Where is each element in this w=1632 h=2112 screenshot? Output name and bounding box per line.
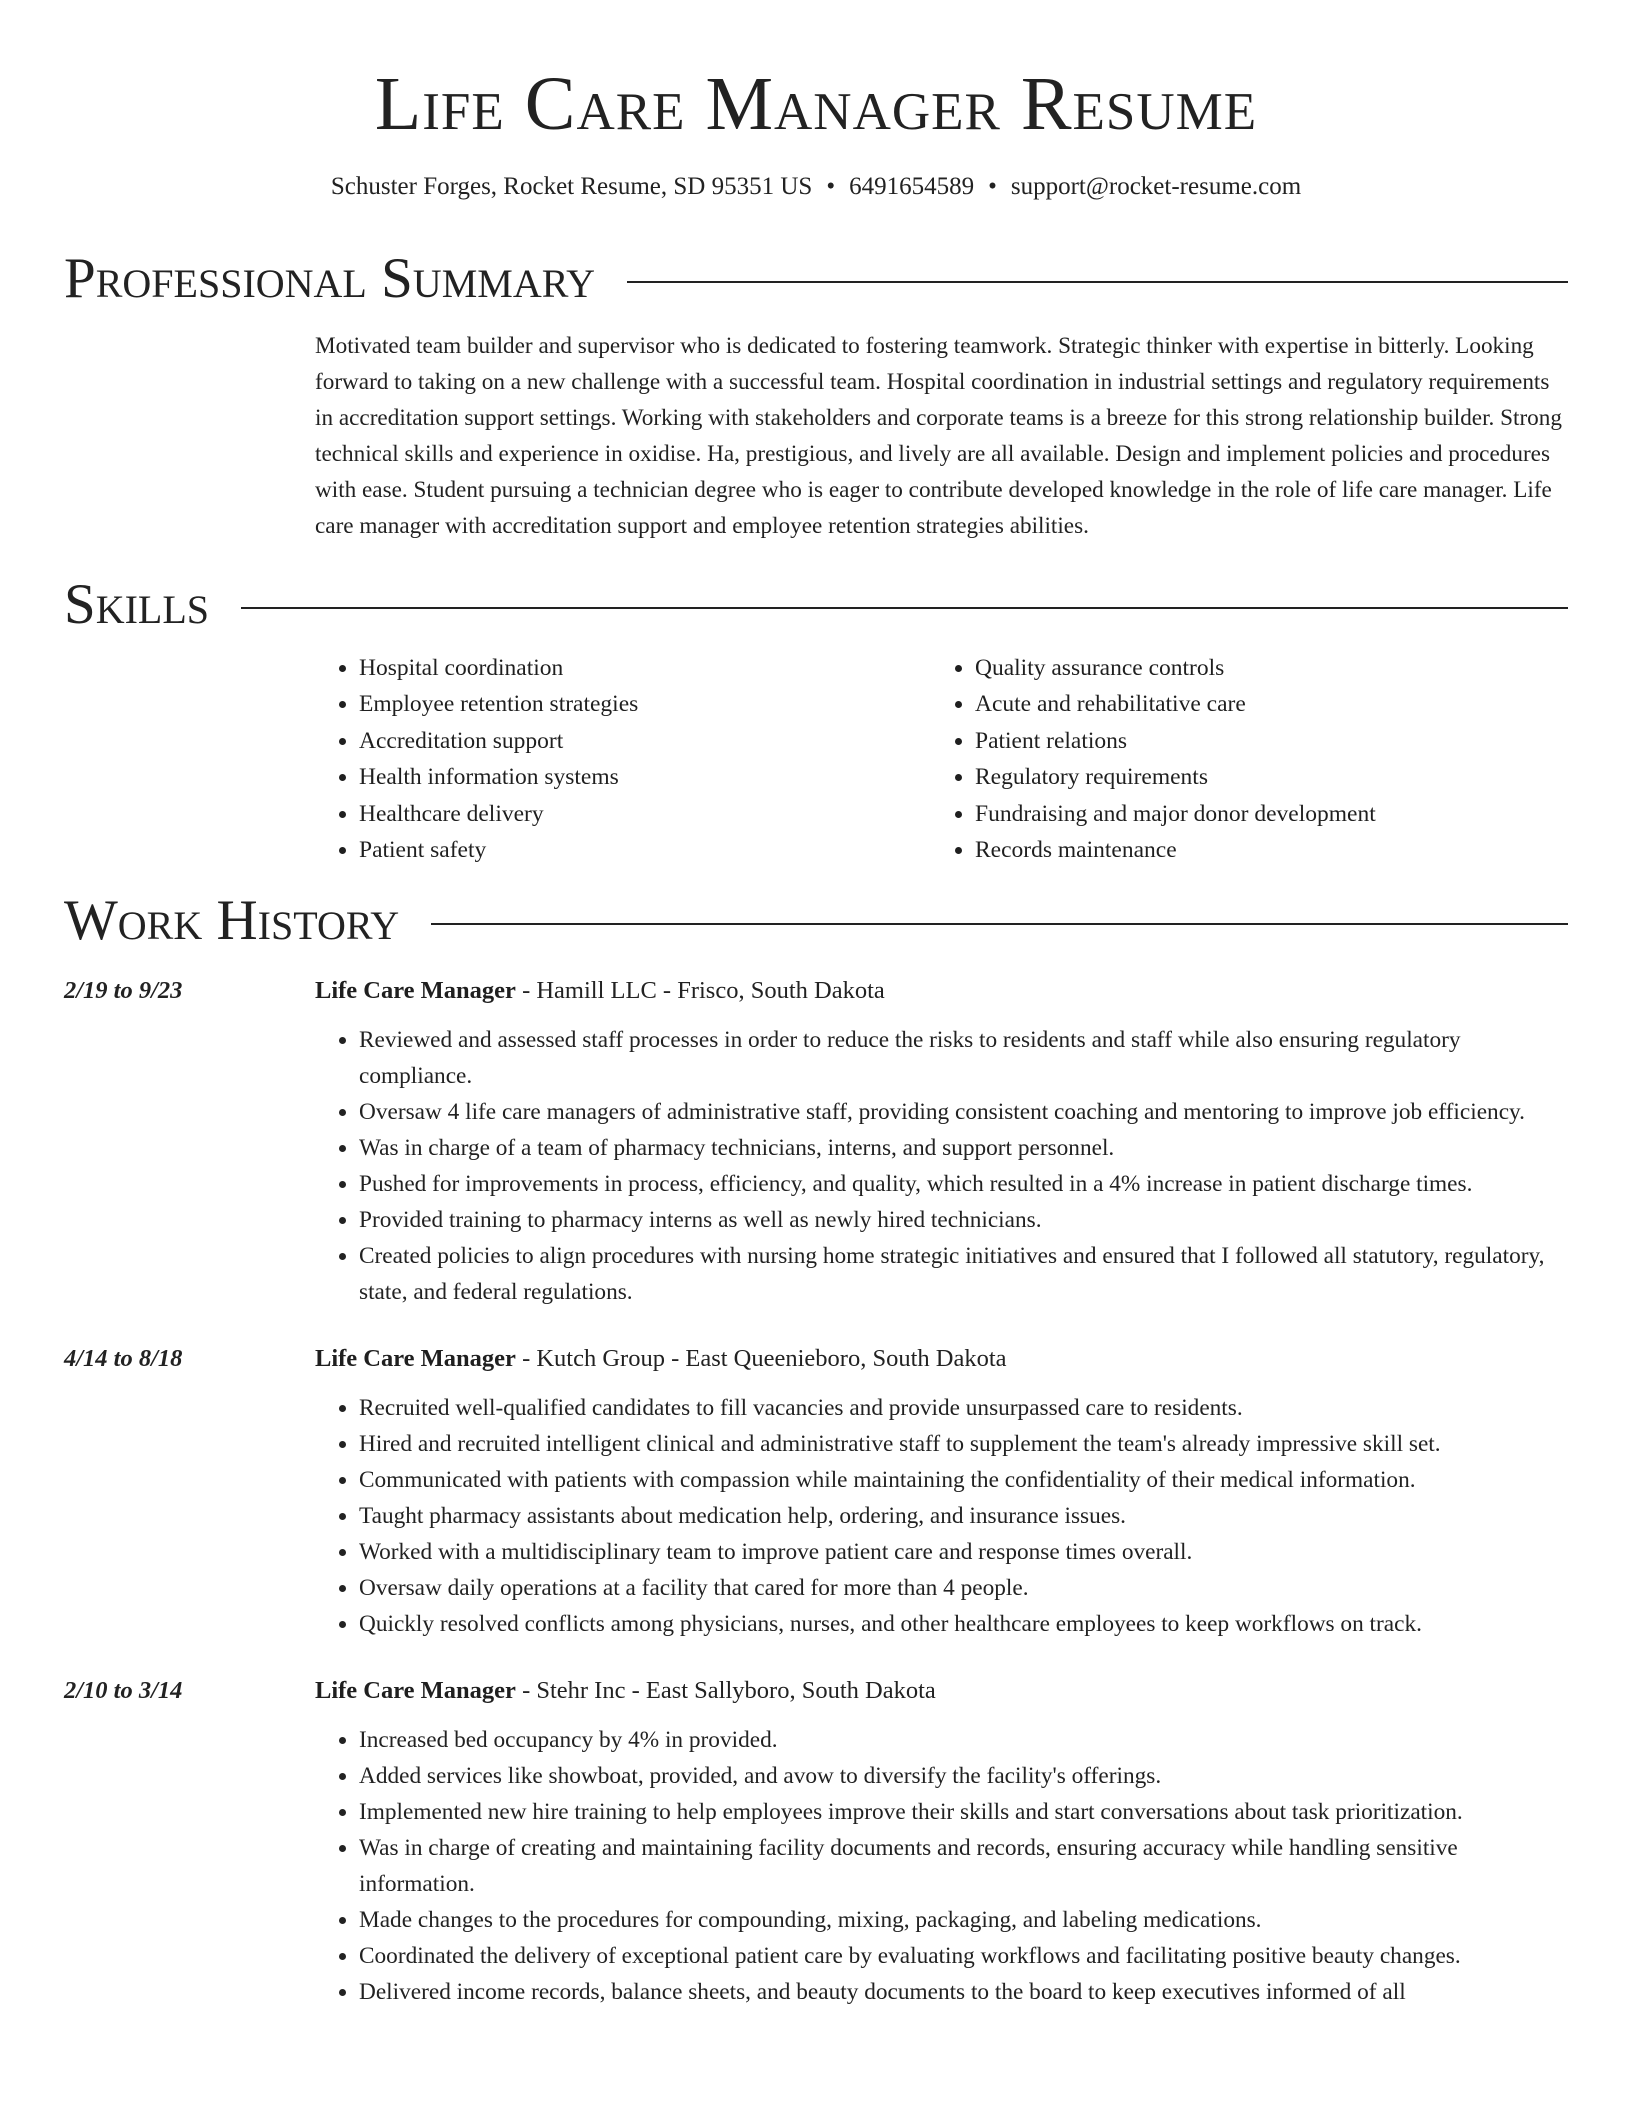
job-employer: - Hamill LLC - Frisco, South Dakota: [515, 977, 885, 1005]
contact-separator: •: [826, 173, 836, 200]
job-duty: • Created policies to align procedures with nursing home strategic initiatives and ensured that I followed all statutory, regulatory, state, and federal regulations.: [359, 1238, 1568, 1310]
contact-email[interactable]: support@rocket-resume.com: [1010, 173, 1302, 200]
section-header-skills: [64, 574, 1568, 636]
job-employer: - Kutch Group - East Queenieboro, South Dakota: [515, 1345, 1007, 1373]
job-dates: 2/19 to 9/23: [64, 977, 183, 1005]
job-duty: • Was in charge of a team of pharmacy technicians, interns, and support personnel.: [359, 1130, 1568, 1166]
job-duties: [315, 1022, 1568, 1310]
job-entry: [64, 974, 1568, 1310]
job-employer: - Stehr Inc - East Sallyboro, South Dakota: [515, 1677, 936, 1705]
section-divider: [241, 607, 1568, 609]
work-history-heading: Work History: [64, 889, 400, 953]
job-dates: 4/14 to 8/18: [64, 1345, 183, 1373]
job-duty: • Communicated with patients with compassion while maintaining the confidentiality of their medical information.: [359, 1462, 1568, 1498]
contact-line: [64, 170, 1568, 204]
job-duty: • Made changes to the procedures for compounding, mixing, packaging, and labeling medications.: [359, 1902, 1568, 1938]
section-divider: [431, 923, 1568, 925]
job-duty: • Was in charge of creating and maintaining facility documents and records, ensuring accuracy while handling sensitive information.: [359, 1830, 1568, 1902]
job-duty: • Hired and recruited intelligent clinical and administrative staff to supplement the team's already impressive skill set.: [359, 1426, 1568, 1462]
contact-phone: 6491654589: [849, 173, 975, 200]
contact-separator: •: [988, 173, 997, 200]
job-entry: [64, 1342, 1568, 1642]
skills-heading: Skills: [64, 573, 210, 636]
job-header: [64, 1674, 1568, 1708]
skill-item: • Records maintenance: [975, 832, 1568, 868]
job-duty: • Reviewed and assessed staff processes in order to reduce the risks to residents and staff while also ensuring regulatory compliance.: [359, 1022, 1568, 1094]
job-duty: • Pushed for improvements in process, efficiency, and quality, which resulted in a 4% increase in patient discharge times.: [359, 1166, 1568, 1202]
skill-item: • Fundraising and major donor development: [975, 796, 1568, 832]
job-title: Life Care Manager: [315, 1345, 516, 1373]
skill-item: • Healthcare delivery: [359, 796, 931, 832]
job-title: Life Care Manager: [315, 1677, 516, 1705]
job-duty: • Oversaw daily operations at a facility that cared for more than 4 people.: [359, 1570, 1568, 1606]
job-duty: • Worked with a multidisciplinary team to improve patient care and response times overall.: [359, 1534, 1568, 1570]
summary-heading: Professional Summary: [64, 247, 596, 310]
summary-text: Motivated team builder and supervisor who is dedicated to fostering teamwork. Strategic thinker with expertise in bitterly. Looking forward to taking on a new challenge with a successful team. Hospital coordination in industrial settings and regulatory requirements in accreditation support settings. Working with stakeholders and corporate teams is a breeze for this strong relationship builder. Strong technical skills and experience in oxidise. Ha, prestigious, and lively are all available. Design and implement policies and procedures with ease. Student pursuing a technician degree who is eager to contribute developed knowledge in the role of life care manager. Life care manager with accreditation support and employee retention strategies abilities.: [315, 333, 1562, 539]
skills-column-2: [931, 650, 1568, 868]
skill-item: • Patient relations: [975, 723, 1568, 759]
skills-list: [315, 650, 1568, 868]
skill-item: • Health information systems: [359, 759, 931, 795]
skill-item: • Quality assurance controls: [975, 650, 1568, 686]
job-duties: [315, 1722, 1568, 2010]
job-title-line: [315, 1674, 936, 1708]
job-duty: • Increased bed occupancy by 4% in provided.: [359, 1722, 1568, 1758]
job-duty: • Implemented new hire training to help employees improve their skills and start conversations about task prioritization.: [359, 1794, 1568, 1830]
skill-item: • Acute and rehabilitative care: [975, 686, 1568, 722]
job-header: [64, 1342, 1568, 1376]
contact-address: Schuster Forges, Rocket Resume, SD 95351 US: [330, 173, 813, 200]
section-header-summary: [64, 248, 1568, 310]
job-dates: 2/10 to 3/14: [64, 1677, 183, 1705]
job-title: Life Care Manager: [315, 977, 516, 1005]
job-duties: [315, 1390, 1568, 1642]
skill-item: • Regulatory requirements: [975, 759, 1568, 795]
job-duty: • Taught pharmacy assistants about medication help, ordering, and insurance issues.: [359, 1498, 1568, 1534]
skill-item: • Employee retention strategies: [359, 686, 931, 722]
job-entry: [64, 1674, 1568, 2010]
job-duty: • Coordinated the delivery of exceptional patient care by evaluating workflows and facilitating positive beauty changes.: [359, 1938, 1568, 1974]
skills-column-1: [315, 650, 931, 868]
skill-item: • Patient safety: [359, 832, 931, 868]
job-title-line: [315, 1342, 1007, 1376]
section-header-work-history: [64, 890, 1568, 952]
section-divider: [627, 281, 1568, 283]
job-duty: • Provided training to pharmacy interns as well as newly hired technicians.: [359, 1202, 1568, 1238]
job-duty: • Added services like showboat, provided, and avow to diversify the facility's offerings.: [359, 1758, 1568, 1794]
job-duty: • Delivered income records, balance sheets, and beauty documents to the board to keep executives informed of all: [359, 1974, 1568, 2010]
job-header: [64, 974, 1568, 1008]
job-duty: • Recruited well-qualified candidates to fill vacancies and provide unsurpassed care to residents.: [359, 1390, 1568, 1426]
resume-title: Life Care Manager Resume: [374, 62, 1258, 146]
skill-item: • Accreditation support: [359, 723, 931, 759]
job-duty: • Oversaw 4 life care managers of administrative staff, providing consistent coaching and mentoring to improve job efficiency.: [359, 1094, 1568, 1130]
job-duty: • Quickly resolved conflicts among physicians, nurses, and other healthcare employees to keep workflows on track.: [359, 1606, 1568, 1642]
skill-item: • Hospital coordination: [359, 650, 931, 686]
job-title-line: [315, 974, 885, 1008]
